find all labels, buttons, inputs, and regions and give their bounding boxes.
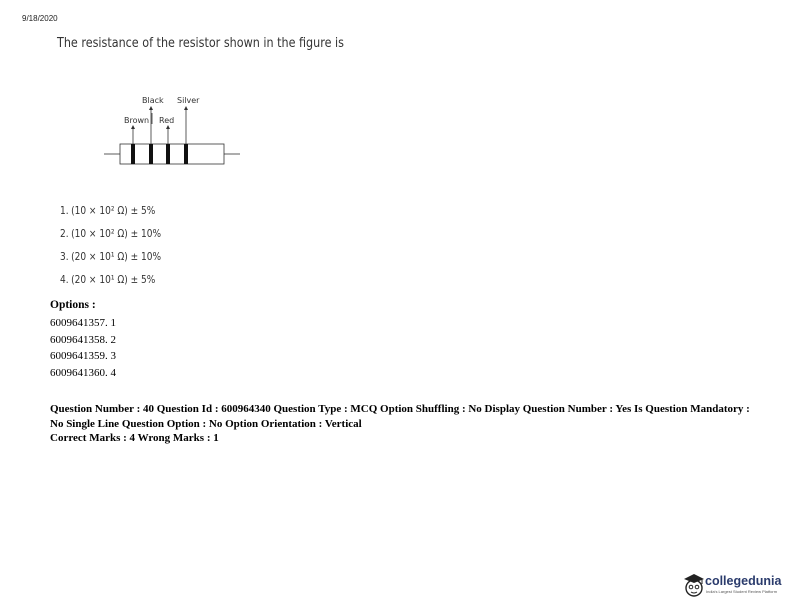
- options-heading: Options :: [50, 299, 96, 311]
- choice-4: [60, 272, 161, 295]
- choice-number: 4.: [60, 273, 69, 286]
- choice-1: [60, 203, 161, 226]
- graduate-cap-logo-icon: [683, 571, 705, 599]
- band-black: [149, 144, 153, 164]
- label-brown: Brown: [124, 116, 150, 125]
- option-item: 6009641358. 2: [50, 333, 116, 346]
- choice-text: (10 × 10² Ω) ± 5%: [71, 204, 156, 217]
- choice-2: [60, 226, 161, 249]
- option-item: 6009641357. 1: [50, 317, 116, 329]
- label-red: Red: [159, 116, 175, 125]
- resistor-figure: [100, 93, 250, 173]
- print-date: 9/18/2020: [22, 14, 58, 23]
- resistor-body: [120, 144, 224, 164]
- option-item: 6009641360. 4: [50, 366, 116, 379]
- choice-text: (10 × 10² Ω) ± 10%: [71, 227, 162, 240]
- brand-name: collegedunia: [705, 574, 782, 588]
- choice-number: 3.: [60, 250, 69, 263]
- option-item: 6009641359. 3: [50, 350, 116, 362]
- marks-line: Correct Marks : 4 Wrong Marks : 1: [50, 432, 219, 444]
- question-text: The resistance of the resistor shown in the figure is: [57, 36, 344, 51]
- choice-text: (20 × 10¹ Ω) ± 5%: [71, 273, 156, 286]
- label-silver: Silver: [177, 96, 200, 105]
- arrow-red: [166, 125, 170, 129]
- brand-logo: [683, 571, 783, 601]
- question-metadata: [50, 402, 750, 446]
- label-black: Black: [142, 96, 164, 105]
- arrow-black: [149, 106, 153, 110]
- options-list: [50, 316, 116, 382]
- choice-text: (20 × 10¹ Ω) ± 10%: [71, 250, 162, 263]
- brand-tagline: India's Largest Student Review Platform: [706, 589, 778, 594]
- band-silver: [184, 144, 188, 164]
- choice-3: [60, 249, 161, 272]
- metadata-line: Question Number : 40 Question Id : 600964340 Question Type : MCQ Option Shuffling : No Display Question Number : Yes Is Question Mandatory : No Single Line Question Option : No Option Orientation : Vertical: [50, 403, 750, 430]
- band-brown: [131, 144, 135, 164]
- band-red: [166, 144, 170, 164]
- choice-number: 1.: [60, 204, 69, 217]
- arrow-silver: [184, 106, 188, 110]
- arrow-brown: [131, 125, 135, 129]
- choice-number: 2.: [60, 227, 69, 240]
- answer-choices: [60, 203, 183, 295]
